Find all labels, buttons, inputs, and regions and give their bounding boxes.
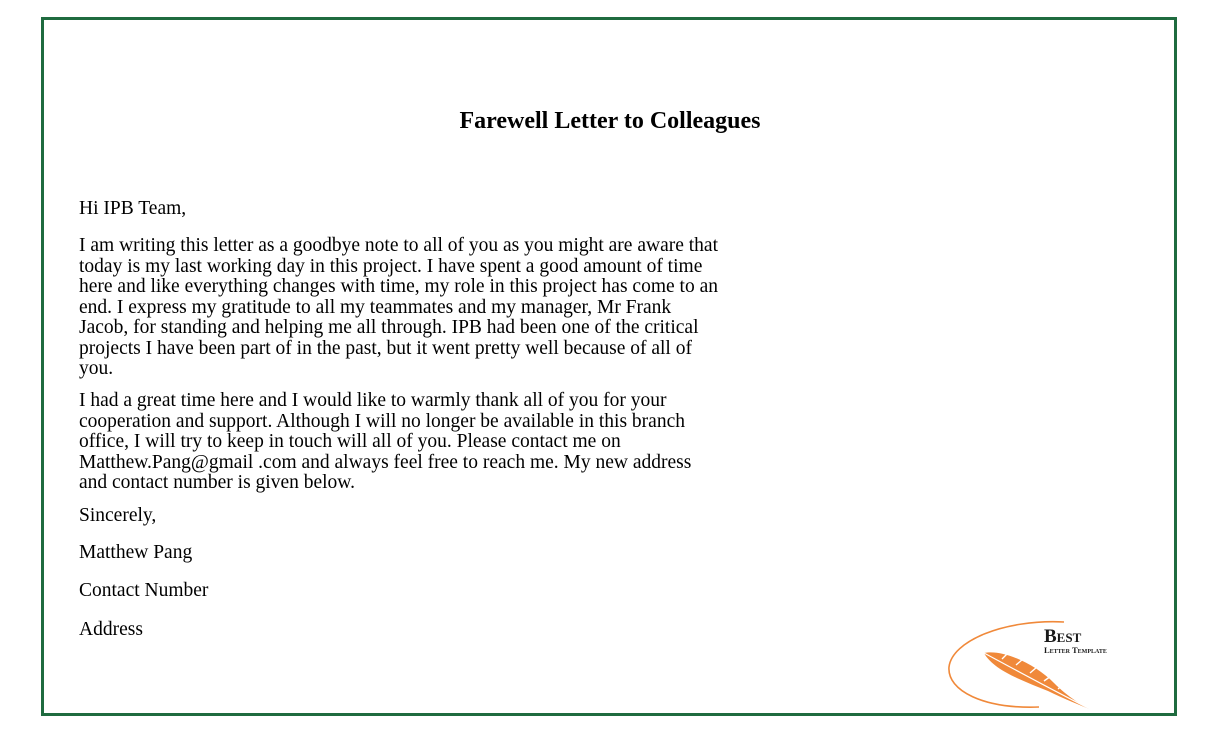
contact-number-label: Contact Number	[79, 580, 209, 601]
paragraph-line: Matthew.Pang@gmail .com and always feel free to reach me. My new address	[79, 451, 692, 473]
logo-line2: Letter Template	[1044, 645, 1107, 655]
letter-title: Farewell Letter to Colleagues	[459, 108, 761, 134]
best-letter-template-logo	[944, 619, 1169, 711]
quill-feather-icon	[984, 652, 1094, 711]
paragraph-2	[79, 391, 691, 494]
signature-name: Matthew Pang	[79, 542, 193, 563]
paragraph-line: I am writing this letter as a goodbye note to all of you as you might are aware that	[79, 235, 718, 256]
paragraph-line: projects I have been part of in the past, but it went pretty well because of all of	[79, 337, 692, 359]
logo-line1: Best	[1044, 626, 1082, 647]
closing: Sincerely,	[79, 505, 157, 526]
paragraph-line: you.	[79, 358, 114, 379]
paragraph-line: today is my last working day in this project. I have spent a good amount of time	[79, 255, 703, 277]
paragraph-line: here and like everything changes with time, my role in this project has come to an	[79, 276, 718, 297]
paragraph-line: cooperation and support. Although I will no longer be available in this branch	[79, 410, 685, 432]
paragraph-1	[79, 236, 718, 380]
paragraph-line: end. I express my gratitude to all my teammates and my manager, Mr Frank	[79, 296, 672, 318]
paragraph-line: office, I will try to keep in touch will all of you. Please contact me on	[79, 431, 621, 452]
paragraph-line: I had a great time here and I would like to warmly thank all of you for your	[79, 390, 667, 411]
address-label: Address	[79, 619, 143, 640]
greeting: Hi IPB Team,	[79, 198, 187, 219]
paragraph-line: Jacob, for standing and helping me all through. IPB had been one of the critical	[79, 317, 699, 338]
paragraph-line: and contact number is given below.	[79, 472, 355, 493]
